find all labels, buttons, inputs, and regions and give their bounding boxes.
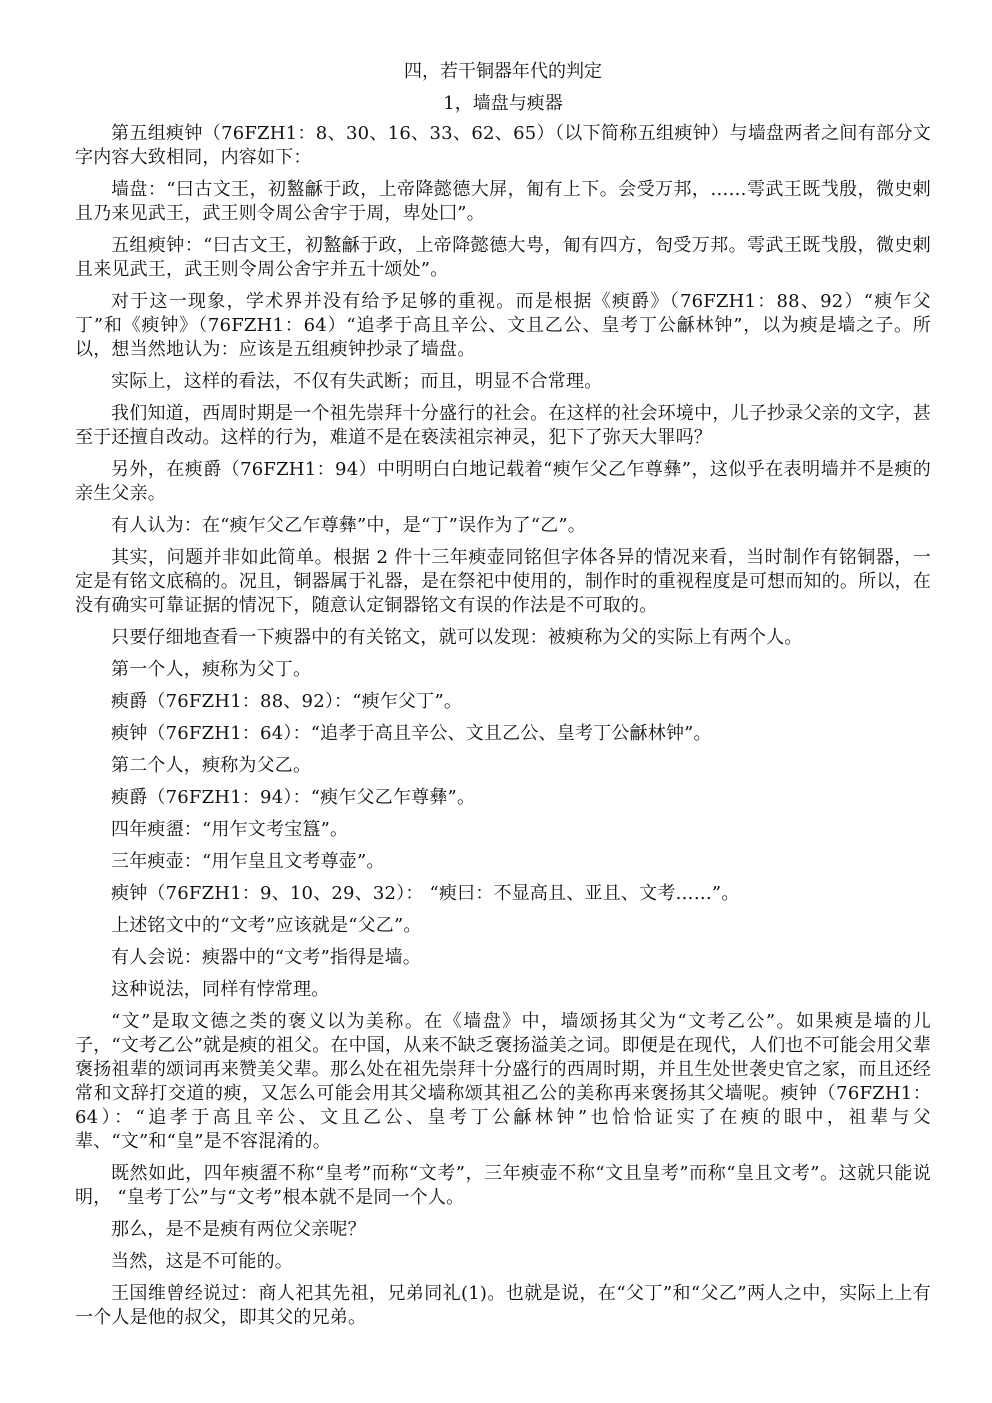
paragraph: 那么，是不是瘐有两位父亲呢？ xyxy=(111,1219,366,1240)
paragraph: 四年瘐盨：“用乍文考宝簋”。 xyxy=(111,819,349,840)
paragraph: 有人会说：瘐器中的“文考”指得是墙。 xyxy=(111,947,422,968)
paragraph: 瘐爵（76FZH1：88、92）：“瘐乍父丁”。 xyxy=(111,691,463,712)
paragraph: 当然，这是不可能的。 xyxy=(111,1251,293,1272)
paragraph: 王国维曾经说过：商人祀其先祖，兄弟同礼(1)。也就是说，在“父丁”和“父乙”两人之中，实际上上有一个人是他的叔父，即其父的兄弟。 xyxy=(75,1283,931,1328)
paragraph: 另外，在瘐爵（76FZH1：94）中明明白白地记载着“瘐乍父乙乍尊彝”，这似乎在表明墙并不是瘐的亲生父亲。 xyxy=(75,459,931,504)
paragraph: 墙盘：“曰古文王，初盭龢于政，上帝降懿德大屏，匍有上下。会受万邦，……雩武王既𢦏殷，微史剌且乃来见武王，武王则令周公舍宇于周，卑处囗”。 xyxy=(75,179,931,224)
paragraph: 瘐钟（76FZH1：64）：“追孝于高且辛公、文且乙公、皇考丁公龢林钟”。 xyxy=(111,723,712,744)
paragraph: 瘐爵（76FZH1：94）：“瘐乍父乙乍尊彝”。 xyxy=(111,787,476,808)
subsection-title: 1，墙盘与瘐器 xyxy=(443,93,563,114)
paragraph: 上述铭文中的“文考”应该就是“父乙”。 xyxy=(111,915,422,936)
paragraph: 五组瘐钟：“曰古文王，初盭龢于政，上帝降懿德大甹，匍有四方，匌受万邦。雩武王既𢦏殷，微史剌且来见武王，武王则令周公舍宇并五十颂处”。 xyxy=(75,235,931,280)
paragraph: 第五组瘐钟（76FZH1：8、30、16、33、62、65）（以下简称五组瘐钟）与墙盘两者之间有部分文字内容大致相同，内容如下： xyxy=(75,123,931,168)
paragraph: 三年瘐壶：“用乍皇且文考尊壶”。 xyxy=(111,851,385,872)
section-title: 四，若干铜器年代的判定 xyxy=(404,61,602,82)
paragraph: 第一个人，瘐称为父丁。 xyxy=(111,659,312,680)
paragraph: 对于这一现象，学术界并没有给予足够的重视。而是根据《瘐爵》（76FZH1：88、92）“瘐乍父丁”和《瘐钟》（76FZH1：64）“追孝于高且辛公、文且乙公、皇考丁公龢林钟”，以为瘐是墙之子。所以，想当然地认为：应该是五组瘐钟抄录了墙盘。 xyxy=(75,291,931,360)
paragraph: 这种说法，同样有悖常理。 xyxy=(111,979,330,1000)
paragraph: 第二个人，瘐称为父乙。 xyxy=(111,755,312,776)
paragraph: 既然如此，四年瘐盨不称“皇考”而称“文考”，三年瘐壶不称“文且皇考”而称“皇且文考”。这就只能说明， “皇考丁公”与“文考”根本就不是同一个人。 xyxy=(75,1163,931,1208)
document-body xyxy=(75,60,931,1338)
paragraph: 瘐钟（76FZH1：9、10、29、32）： “瘐曰：不显高且、亚且、文考……”。 xyxy=(111,883,740,904)
paragraph: “文”是取文德之类的褒义以为美称。在《墙盘》中，墙颂扬其父为“文考乙公”。如果瘐是墙的儿子，“文考乙公”就是瘐的祖父。在中国，从来不缺乏褒扬溢美之词。即便是在现代，人们也不可能会用父辈褒扬祖辈的颂词再来赞美父辈。那么处在祖先崇拜十分盛行的西周时期，并且生处世袭史官之家，而且还经常和文辞打交道的瘐，又怎么可能会用其父墙称颂其祖乙公的美称再来褒扬其父墙呢。瘐钟（76FZH1：64）：“追孝于高且辛公、文且乙公、皇考丁公龢林钟”也恰恰证实了在瘐的眼中，祖辈与父辈、“文”和“皇”是不容混淆的。 xyxy=(75,1011,931,1152)
paragraph: 我们知道，西周时期是一个祖先崇拜十分盛行的社会。在这样的社会环境中，儿子抄录父亲的文字，甚至于还擅自改动。这样的行为，难道不是在亵渎祖宗神灵，犯下了弥天大罪吗？ xyxy=(75,403,931,448)
paragraph: 实际上，这样的看法，不仅有失武断；而且，明显不合常理。 xyxy=(111,371,603,392)
paragraph: 有人认为：在“瘐乍父乙乍尊彝”中，是“丁”误作为了“乙”。 xyxy=(111,515,587,536)
paragraph: 只要仔细地查看一下瘐器中的有关铭文，就可以发现：被瘐称为父的实际上有两个人。 xyxy=(111,627,803,648)
paragraph: 其实，问题并非如此简单。根据 2 件十三年瘐壶同铭但字体各异的情况来看，当时制作有铭铜器，一定是有铭文底稿的。况且，铜器属于礼器，是在祭祀中使用的，制作时的重视程度是可想而知的。所以，在没有确实可靠证据的情况下，随意认定铜器铭文有误的作法是不可取的。 xyxy=(75,547,931,616)
